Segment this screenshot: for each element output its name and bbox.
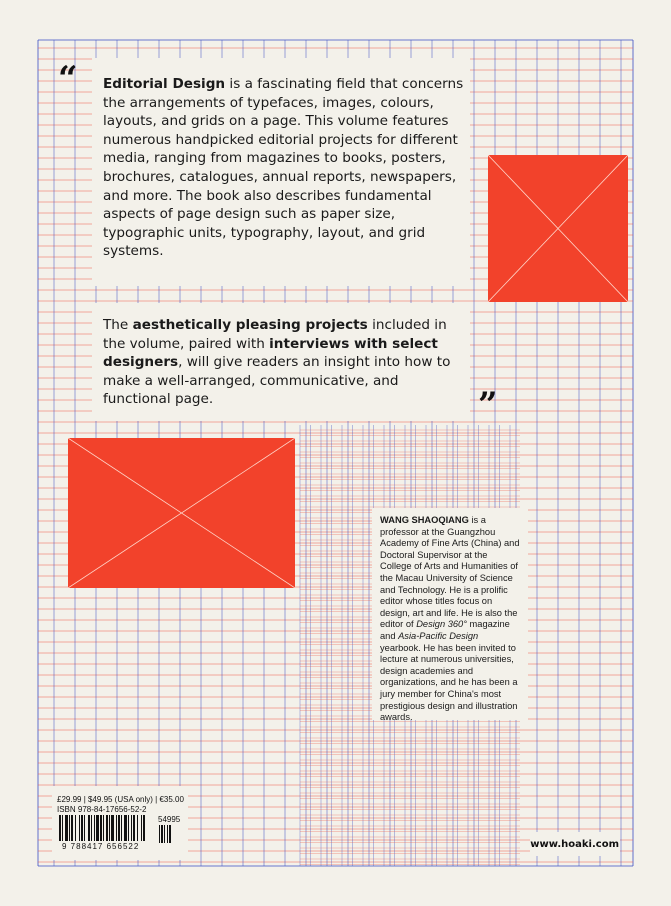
bio-text-2: magazine and [380, 619, 510, 641]
placeholder-image-block-top [488, 155, 628, 302]
bio-text-3: yearbook. He has been invited to lecture at numerous universities, design academies and organizations, and he has been a jury member for China's most prestigious design and illustration awards. [380, 642, 518, 723]
second-text-2: included in the volume, paired with [103, 317, 447, 352]
bio-title-2: Asia-Pacific Design [398, 630, 479, 641]
barcode-bar [128, 815, 129, 841]
barcode-bar [121, 815, 122, 841]
barcode-addon-bar [167, 825, 168, 843]
barcode-bar [62, 815, 63, 841]
isbn-line: ISBN 978-84-17656-52-2 [57, 805, 147, 814]
intro-lead: Editorial Design [103, 76, 226, 92]
second-text-1: The [103, 317, 133, 333]
barcode-bar [141, 815, 142, 841]
second-bold-1: aesthetically pleasing projects [132, 317, 368, 333]
barcode-bar [106, 815, 108, 841]
barcode-bar [75, 815, 76, 841]
barcode-bar [116, 815, 117, 841]
barcode-bar [65, 815, 68, 841]
barcode-bar [91, 815, 92, 841]
second-paragraph [103, 316, 465, 409]
barcode-addon: 54995 [158, 815, 181, 824]
price-block [57, 795, 184, 815]
barcode-bar [133, 815, 135, 841]
barcode-bar [109, 815, 110, 841]
website-link[interactable]: www.hoaki.com [530, 839, 619, 850]
bio-text-1: is a professor at the Guangzhou Academy of Fine Arts (China) and Doctoral Supervisor at the College of Arts and Humanities of the Macau University of Science and Technology. He is a prolific editor whose titles focus on design, art and life. He is also the editor of [380, 515, 520, 630]
barcode-bar [71, 815, 73, 841]
price-line: £29.99 | $49.95 (USA only) | €35.00 [57, 795, 184, 804]
barcode-bar [59, 815, 61, 841]
intro-body: is a fascinating field that concerns the arrangements of typefaces, images, colours, layouts, and grids on a page. This volume features numerous handpicked editorial projects for different media, ranging from magazines to books, posters, brochures, catalogues, annual reports, newspapers, and more. The book also describes fundamental aspects of page design such as paper size, typographic units, typography, layout, and grid systems. [103, 76, 464, 260]
barcode-bar [143, 815, 145, 841]
barcode-addon-bar [169, 825, 171, 843]
barcode-bar [131, 815, 132, 841]
close-quote-mark: ” [478, 385, 498, 425]
author-bio [380, 515, 520, 724]
barcode-bar [88, 815, 90, 841]
barcode-bar [79, 815, 80, 841]
barcode-addon-bar [164, 825, 165, 843]
barcode-digits: 9 788417 656522 [62, 842, 140, 851]
barcode-bar [118, 815, 120, 841]
author-name: WANG SHAOQIANG [380, 515, 469, 525]
barcode-bar [103, 815, 104, 841]
barcode-bar [100, 815, 102, 841]
bio-title-1: Design 360° [416, 619, 467, 630]
barcode-addon-bar [161, 825, 163, 843]
barcode-bar [111, 815, 114, 841]
barcode-bar [137, 815, 138, 841]
second-bold-2: interviews with select designers [103, 335, 438, 371]
barcode-bar [96, 815, 99, 841]
barcode-bar [81, 815, 83, 841]
barcode-bar [84, 815, 85, 841]
open-quote-mark: “ [58, 59, 78, 99]
intro-paragraph [103, 75, 465, 261]
barcode-bar [69, 815, 70, 841]
barcode-bar [124, 815, 127, 841]
barcode-addon-bar [159, 825, 160, 843]
second-text-3: , will give readers an insight into how to make a well-arranged, communicative, and functional page. [103, 354, 451, 408]
barcode-bar [94, 815, 95, 841]
placeholder-image-block-bottom [68, 438, 295, 588]
